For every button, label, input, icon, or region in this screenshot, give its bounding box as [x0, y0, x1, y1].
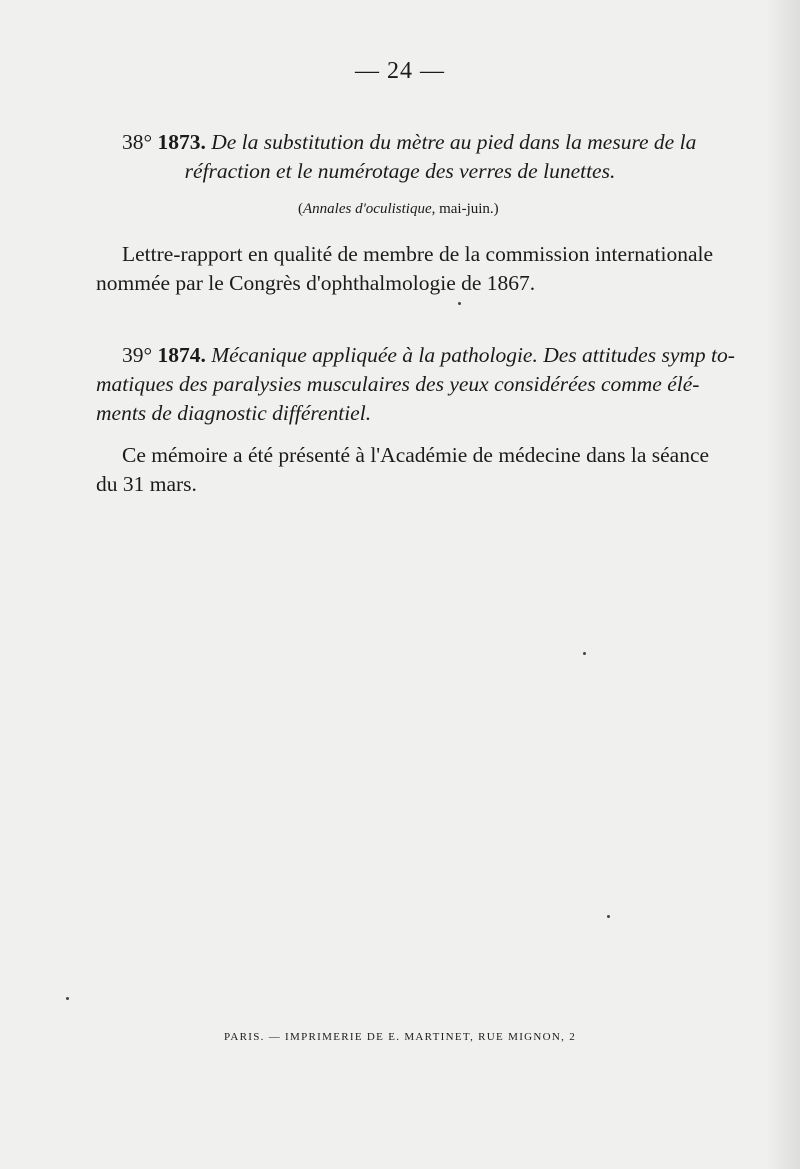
entry-39-title-text1: Mécanique appliquée à la pathologie. Des attitudes symp to- — [211, 343, 735, 367]
entry-39-body-line1: Ce mémoire a été présenté à l'Académie de médecine dans la séance — [122, 443, 710, 467]
entry-38-title-line2: réfraction et le numérotage des verres de lunettes. — [184, 159, 616, 183]
entry-39-body-line2: du 31 mars. — [96, 472, 197, 496]
entry-39-year: 1874. — [157, 343, 206, 367]
entry-38-source-journal: Annales d'oculistique — [303, 201, 432, 217]
entry-39-title-line3: ments de diagnostic différentiel. — [96, 401, 372, 425]
entry-38-year: 1873. — [157, 130, 206, 154]
page-number: — 24 — — [355, 58, 445, 84]
entry-38-body-line1: Lettre-rapport en qualité de membre de la commission internationale — [122, 242, 714, 266]
entry-38-body-line2: nommée par le Congrès d'ophthalmologie de 1867. — [96, 271, 536, 295]
scan-speck — [458, 302, 461, 305]
entry-38-source-open: ( — [298, 201, 303, 217]
entry-38-source — [298, 201, 499, 218]
printer-footer: PARIS. — IMPRIMERIE DE E. MARTINET, RUE MIGNON, 2 — [223, 1031, 577, 1043]
entry-39-title-line2: matiques des paralysies musculaires des yeux considérées comme élé- — [96, 372, 700, 396]
scan-speck — [583, 652, 586, 655]
entry-38-title-text1: De la substitution du mètre au pied dans la mesure de la — [211, 130, 697, 154]
scan-speck — [66, 997, 69, 1000]
entry-39-title-line1 — [122, 341, 735, 370]
entry-38-number: 38° — [122, 130, 153, 154]
entry-38-source-rest: , mai-juin.) — [431, 201, 499, 217]
scan-speck — [607, 915, 610, 918]
entry-38-title-line1 — [122, 130, 696, 155]
entry-39-number: 39° — [122, 343, 153, 367]
